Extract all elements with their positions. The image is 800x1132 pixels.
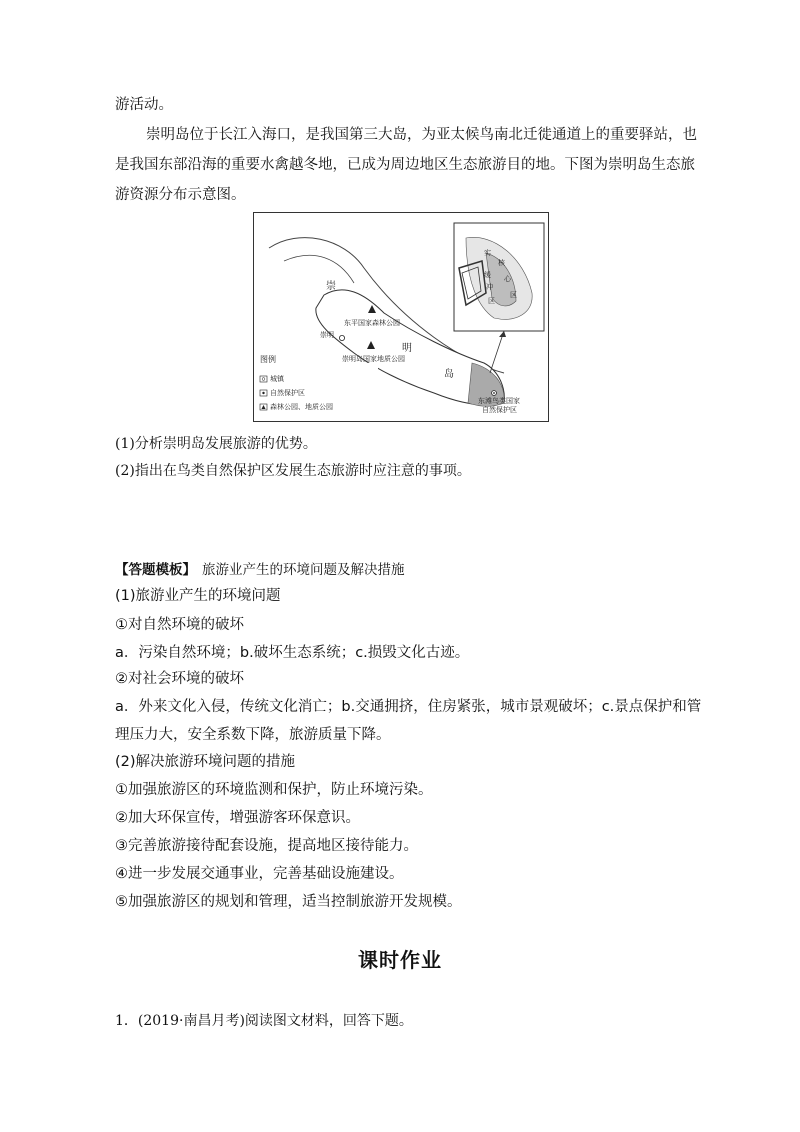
island-char-1: 崇 [326, 281, 336, 292]
template-heading-row [115, 557, 405, 583]
template-line: ①对自然环境的破坏 [115, 617, 244, 633]
chongming-map [253, 212, 549, 422]
island-char-3: 岛 [444, 369, 454, 380]
template-line: (1)旅游业产生的环境问题 [115, 588, 281, 604]
geo-park-label: 崇明岛国家地质公园 [342, 355, 405, 363]
inset-label: 实 [484, 249, 491, 257]
question-1: (1)分析崇明岛发展旅游的优势。 [115, 436, 317, 452]
inset-label: 核 [498, 259, 505, 267]
forest-park-label: 东平国家森林公园 [344, 319, 400, 327]
legend-item-reserve: 自然保护区 [270, 389, 305, 397]
template-line: a．污染自然环境；b.破坏生态系统；c.损毁文化古迹。 [115, 645, 470, 661]
inset-label: 心 [504, 275, 511, 283]
template-line: (2)解决旅游环境问题的措施 [115, 754, 296, 770]
intro-line-1: 崇明岛位于长江入海口，是我国第三大岛，为亚太候鸟南北迁徙通道上的重要驿站，也 [146, 127, 697, 143]
inset-label: 区 [488, 297, 495, 305]
legend-item-park: 森林公园、地质公园 [270, 403, 333, 411]
intro-line-3: 游资源分布示意图。 [115, 187, 246, 203]
template-line: ③完善旅游接待配套设施，提高地区接待能力。 [115, 838, 418, 854]
legend-item-town: 城镇 [270, 375, 284, 383]
template-line: ②对社会环境的破坏 [115, 671, 244, 687]
reserve-label-1: 东滩鸟类国家 [478, 397, 520, 405]
intro-line-0: 游活动。 [115, 97, 173, 113]
template-line: ④进一步发展交通事业，完善基础设施建设。 [115, 866, 404, 882]
template-line: a．外来文化入侵，传统文化消亡；b.交通拥挤，住房紧张，城市景观破坏；c.景点保护和管 [115, 699, 702, 715]
inset-label: 缓 [484, 271, 491, 279]
exercise-1: 1．(2019·南昌月考)阅读图文材料，回答下题。 [115, 1013, 413, 1029]
reserve-label-2: 自然保护区 [482, 406, 517, 414]
template-line: ⑤加强旅游区的规划和管理，适当控制旅游开发规模。 [115, 894, 462, 910]
inset-label: 冲 [486, 283, 493, 291]
town-label: 崇明 [320, 331, 334, 339]
template-line: 理压力大，安全系数下降，旅游质量下降。 [115, 727, 391, 743]
template-tag: 【答题模板】 [115, 562, 196, 578]
template-line: ①加强旅游区的环境监测和保护，防止环境污染。 [115, 782, 433, 798]
template-heading: 旅游业产生的环境问题及解决措施 [202, 562, 405, 578]
template-line: ②加大环保宣传，增强游客环保意识。 [115, 810, 360, 826]
island-char-2: 明 [402, 343, 412, 354]
intro-line-2: 是我国东部沿海的重要水禽越冬地，已成为周边地区生态旅游目的地。下图为崇明岛生态旅 [115, 157, 695, 173]
question-2: (2)指出在鸟类自然保护区发展生态旅游时应注意的事项。 [115, 463, 471, 479]
legend-title: 图例 [260, 355, 276, 364]
inset-label: 区 [510, 291, 517, 299]
section-title: 课时作业 [358, 948, 442, 972]
